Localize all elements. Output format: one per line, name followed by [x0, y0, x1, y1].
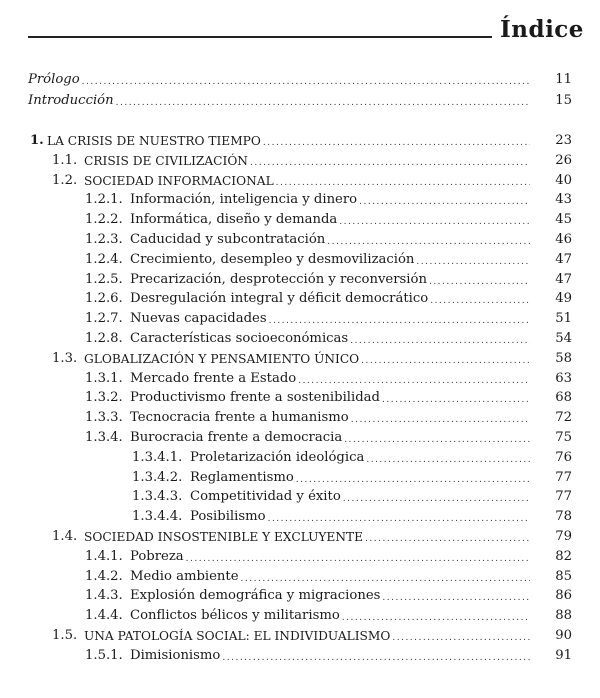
toc-entry[interactable]: [0, 329, 600, 349]
toc-entry-number: 1.2.8.: [85, 331, 123, 346]
toc-entry-title: Dimisionismo: [130, 647, 221, 663]
toc-entry-title: Mercado frente a Estado: [130, 370, 297, 386]
toc-entry[interactable]: [0, 586, 600, 606]
toc-entry-number: 1.4.1.: [85, 548, 123, 564]
dot-leader: [429, 270, 530, 292]
toc-entry[interactable]: [0, 547, 600, 567]
toc-entry-number: 1.2.1.: [85, 192, 123, 208]
toc-entry-page: 23: [555, 133, 572, 148]
toc-entry-page: 72: [555, 410, 572, 426]
dot-leader: [186, 547, 530, 569]
dot-leader: [327, 230, 530, 252]
toc-entry-page: 11: [555, 72, 572, 87]
toc-entry-title: Crecimiento, desempleo y desmovilización: [130, 251, 415, 267]
toc-entry[interactable]: [0, 91, 600, 111]
toc-entry-number: 1.2.4.: [85, 251, 123, 267]
toc-entry-page: 85: [555, 568, 572, 584]
toc-entry-number: 1.4.3.: [85, 588, 123, 604]
dot-leader: [296, 468, 530, 490]
toc-entry-page: 26: [555, 152, 572, 168]
toc-entry-title: SOCIEDAD INFORMACIONAL: [84, 173, 274, 188]
toc-entry-number: 1.2.3.: [85, 232, 123, 247]
toc-entry-number: 1.5.: [52, 628, 78, 643]
toc-entry[interactable]: [0, 250, 600, 270]
dot-leader: [342, 606, 530, 628]
toc-entry[interactable]: [0, 369, 600, 389]
toc-entry[interactable]: [0, 70, 600, 90]
dot-leader: [269, 309, 530, 331]
dot-leader: [350, 329, 530, 351]
toc-entry[interactable]: [0, 388, 600, 408]
toc-entry-page: 86: [555, 588, 572, 604]
toc-entry-page: 51: [555, 311, 572, 327]
dot-leader: [365, 527, 530, 549]
toc-entry-number: 1.3.4.2.: [132, 469, 183, 485]
toc-entry-page: 75: [555, 430, 572, 445]
toc-entry[interactable]: [0, 507, 600, 527]
dot-leader: [222, 646, 530, 668]
toc-entry-number: 1.5.1.: [85, 647, 123, 663]
toc-entry-title: Medio ambiente: [130, 568, 239, 584]
toc-entry-number: 1.3.1.: [85, 370, 123, 386]
toc-entry-title: Informática, diseño y demanda: [130, 212, 338, 228]
dot-leader: [250, 151, 530, 173]
dot-leader: [241, 567, 530, 589]
toc-entry-page: 45: [555, 212, 572, 228]
toc-entry-title: Competitividad y éxito: [190, 489, 341, 505]
toc-entry-page: 47: [555, 271, 572, 287]
toc-entry-title: Caducidad y subcontratación: [130, 232, 326, 247]
toc-entry-number: 1.: [30, 133, 44, 148]
toc-entry-page: 76: [555, 449, 572, 465]
dot-leader: [82, 70, 530, 92]
toc-entry-title: Posibilismo: [190, 509, 266, 525]
toc-entry[interactable]: [0, 349, 600, 369]
toc-entry-title: Prólogo: [28, 72, 80, 87]
toc-entry[interactable]: [0, 527, 600, 547]
toc-entry-number: 1.1.: [52, 152, 78, 168]
toc-entry-number: 1.2.2.: [85, 212, 123, 228]
dot-leader: [116, 91, 530, 113]
toc-entry-page: 58: [555, 350, 572, 366]
dot-leader: [276, 171, 530, 193]
dot-leader: [366, 448, 530, 470]
toc-entry-page: 90: [555, 628, 572, 643]
toc-entry-title: SOCIEDAD INSOSTENIBLE Y EXCLUYENTE: [84, 530, 364, 544]
dot-leader: [359, 190, 530, 212]
toc-entry-number: 1.2.: [52, 172, 78, 188]
toc-entry[interactable]: [0, 487, 600, 507]
dot-leader: [268, 507, 530, 529]
toc-entry[interactable]: [0, 567, 600, 587]
toc-entry-title: Proletarización ideológica: [190, 449, 365, 465]
toc-entry-title: Conflictos bélicos y militarismo: [130, 608, 340, 624]
toc-entry-page: 63: [555, 370, 572, 386]
dot-leader: [430, 289, 530, 311]
toc-entry-title: Nuevas capacidades: [130, 311, 267, 327]
toc-entry-number: 1.2.5.: [85, 271, 123, 287]
toc-entry-page: 77: [555, 469, 572, 485]
toc-entry-page: 91: [555, 647, 572, 663]
toc-entry-title: GLOBALIZACIÓN Y PENSAMIENTO ÚNICO: [84, 351, 360, 366]
toc-entry[interactable]: [0, 131, 600, 151]
toc-entry[interactable]: [0, 408, 600, 428]
toc-entry[interactable]: [0, 646, 600, 666]
toc-entry[interactable]: [0, 309, 600, 329]
toc-entry-page: 47: [555, 251, 572, 267]
toc-entry[interactable]: [0, 626, 600, 646]
toc-entry-number: 1.3.4.1.: [132, 449, 183, 465]
toc-entry-page: 68: [555, 390, 572, 406]
toc-entry[interactable]: [0, 289, 600, 309]
toc-entry[interactable]: [0, 151, 600, 171]
toc-entry-page: 79: [555, 529, 572, 544]
toc-entry-number: 1.2.6.: [85, 291, 123, 307]
toc-entry[interactable]: [0, 230, 600, 250]
toc-entry[interactable]: [0, 190, 600, 210]
toc-entry[interactable]: [0, 210, 600, 230]
toc-entry-page: 78: [555, 509, 572, 525]
toc-entry-title: UNA PATOLOGÍA SOCIAL: EL INDIVIDUALISMO: [84, 629, 391, 643]
toc-entry-page: 77: [555, 489, 572, 505]
toc-entry-page: 54: [555, 331, 572, 346]
toc-entry-number: 1.4.2.: [85, 568, 123, 584]
page-title: Índice: [500, 16, 584, 43]
dot-leader: [382, 586, 530, 608]
toc-entry-number: 1.3.: [52, 350, 78, 366]
toc-entry-title: Información, inteligencia y dinero: [130, 192, 358, 208]
toc-entry-number: 1.3.4.3.: [132, 489, 183, 505]
dot-leader: [382, 388, 530, 410]
toc-entry-number: 1.3.2.: [85, 390, 123, 406]
toc-entry[interactable]: [0, 468, 600, 488]
dot-leader: [361, 349, 530, 371]
toc-entry[interactable]: [0, 448, 600, 468]
toc-entry[interactable]: [0, 171, 600, 191]
toc-entry-page: 82: [555, 548, 572, 564]
toc-entry-title: Explosión demográfica y migraciones: [130, 588, 381, 604]
toc-entry-number: 1.3.3.: [85, 410, 123, 426]
toc-entry-page: 15: [555, 93, 572, 108]
toc-entry-title: Productivismo frente a sostenibilidad: [130, 390, 380, 406]
dot-leader: [298, 369, 530, 391]
dot-leader: [392, 626, 530, 648]
toc-entry-page: 43: [555, 192, 572, 208]
toc-entry-title: CRISIS DE CIVILIZACIÓN: [84, 153, 248, 168]
toc-entry-title: Precarización, desprotección y reconversión: [130, 271, 427, 287]
toc-entry-number: 1.4.4.: [85, 608, 123, 624]
toc-entry[interactable]: [0, 428, 600, 448]
toc-entry-page: 88: [555, 608, 572, 624]
toc-entry-title: Burocracia frente a democracia: [130, 430, 343, 445]
dot-leader: [351, 408, 530, 430]
toc-entry-number: 1.4.: [52, 529, 78, 544]
toc-entry[interactable]: [0, 270, 600, 290]
toc-entry-title: Pobreza: [130, 548, 184, 564]
header-rule: [28, 36, 492, 38]
toc-entry[interactable]: [0, 606, 600, 626]
dot-leader: [416, 250, 530, 272]
dot-leader: [344, 428, 530, 450]
toc-entry-number: 1.3.4.: [85, 430, 123, 445]
toc-entry-title: Introducción: [28, 93, 114, 108]
toc-entry-page: 46: [555, 232, 572, 247]
toc-entry-title: Desregulación integral y déficit democrático: [130, 291, 429, 307]
toc-entry-title: LA CRISIS DE NUESTRO TIEMPO: [47, 134, 261, 148]
dot-leader: [343, 487, 530, 509]
dot-leader: [263, 131, 530, 153]
toc-entry-title: Reglamentismo: [190, 469, 294, 485]
toc-entry-page: 40: [555, 172, 572, 188]
toc-entry-title: Tecnocracia frente a humanismo: [130, 410, 349, 426]
toc-entry-title: Características socioeconómicas: [130, 331, 349, 346]
toc-entry-number: 1.3.4.4.: [132, 509, 183, 525]
dot-leader: [339, 210, 530, 232]
toc-entry-number: 1.2.7.: [85, 311, 123, 327]
toc-entry-page: 49: [555, 291, 572, 307]
